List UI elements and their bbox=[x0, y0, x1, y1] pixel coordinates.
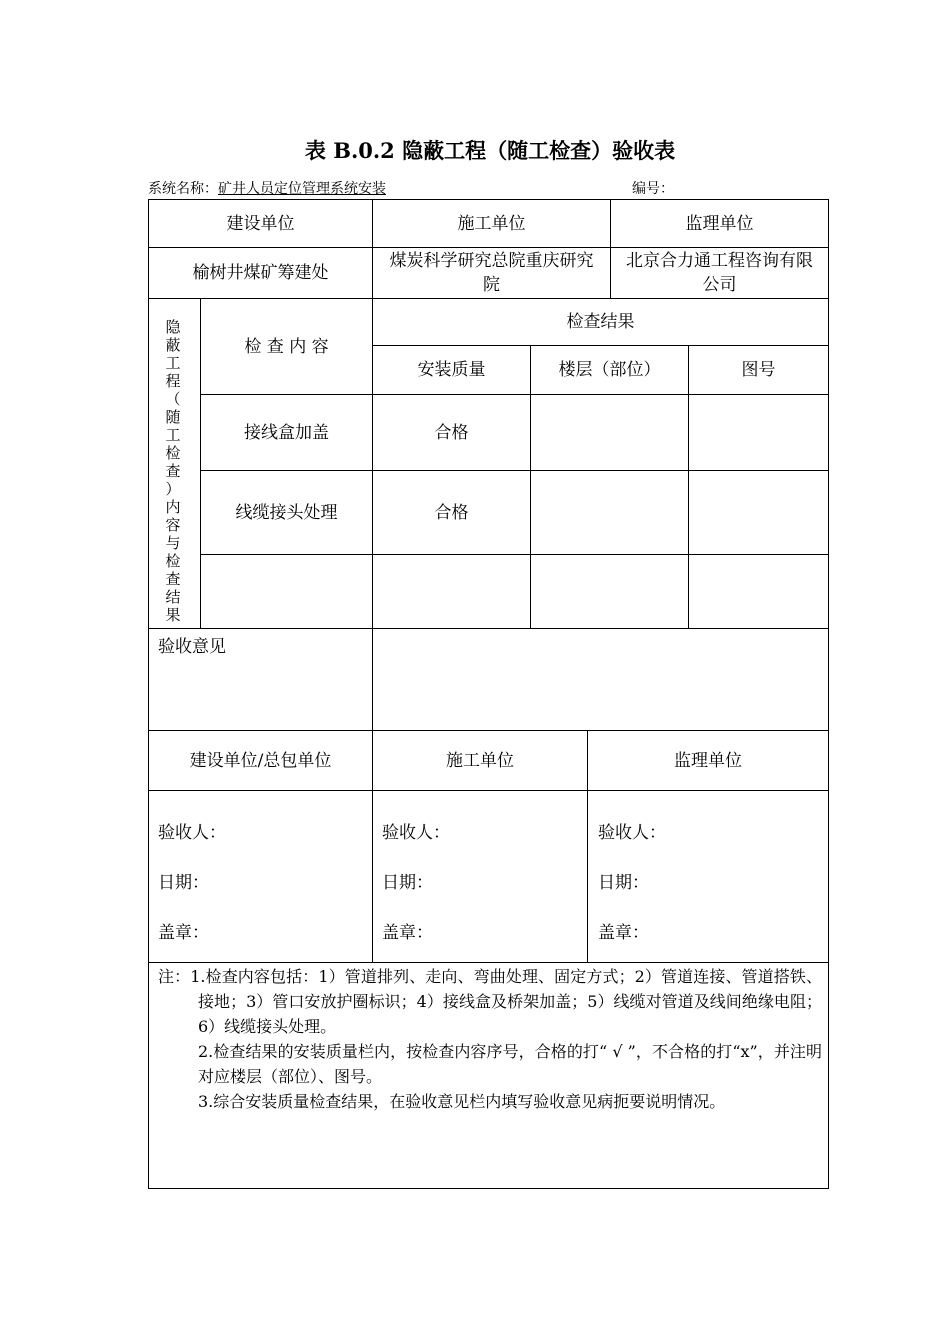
column-header-quality: 安装质量 bbox=[417, 360, 486, 380]
acceptor-field-supervisor: 验收人： bbox=[598, 823, 666, 843]
inspection-content-header: 检 查 内 容 bbox=[244, 336, 329, 357]
row-drawing bbox=[689, 555, 828, 628]
row-content: 接线盒加盖 bbox=[244, 422, 329, 443]
system-name-value: 矿井人员定位管理系统安装 bbox=[218, 181, 386, 197]
col-line bbox=[372, 628, 373, 731]
acceptor-field-construction: 验收人： bbox=[158, 823, 226, 843]
opinion-label: 验收意见 bbox=[158, 637, 226, 657]
row-floor bbox=[531, 395, 688, 470]
row-line bbox=[148, 962, 829, 963]
column-header-drawing: 图号 bbox=[741, 360, 776, 380]
sign-header-construction: 建设单位/总包单位 bbox=[189, 750, 332, 771]
row-floor bbox=[531, 555, 688, 628]
header-contractor-unit: 施工单位 bbox=[457, 213, 526, 234]
section-label-vertical: 隐 蔽 工 程 （ 随 工 检 查 ） 内 容 与 检 查 结 果 bbox=[165, 318, 181, 624]
row-quality: 合格 bbox=[434, 422, 469, 443]
note-3: 3.综合安装质量检查结果，在验收意见栏内填写验收意见病扼要说明情况。 bbox=[198, 1092, 726, 1111]
header-supervisor-unit: 监理单位 bbox=[685, 213, 754, 234]
border-left bbox=[148, 199, 149, 1189]
note-1: 注：1.检查内容包括：1）管道排列、走向、弯曲处理、固定方式；2）管道连接、管道搭铁、接地；3）管口安放护圈标识；4）接线盒及桥架加盖；5）线缆对管道及线间绝缘电阻；6）线缆接头处理。 bbox=[158, 967, 822, 1036]
row-line bbox=[148, 628, 829, 629]
value-contractor-unit: 煤炭科学研究总院重庆研究院 bbox=[389, 251, 594, 295]
value-construction-unit: 榆树井煤矿筹建处 bbox=[192, 263, 329, 283]
sign-header-supervisor: 监理单位 bbox=[674, 750, 742, 771]
row-quality: 合格 bbox=[434, 502, 469, 523]
number-label: 编号： bbox=[632, 181, 674, 197]
system-name-label: 系统名称： bbox=[148, 181, 218, 197]
seal-field-construction: 盖章： bbox=[158, 923, 209, 943]
row-line bbox=[148, 790, 829, 791]
notes-section bbox=[158, 964, 822, 1114]
document-title: 表 B.0.2 隐蔽工程（随工检查）验收表 bbox=[304, 138, 676, 163]
row-content: 线缆接头处理 bbox=[235, 502, 338, 523]
row-drawing bbox=[689, 395, 828, 470]
system-name bbox=[148, 178, 386, 198]
note-2: 2.检查结果的安装质量栏内，按检查内容序号，合格的打“ √ ”，不合格的打“x”，并注明对应楼层（部位）、图号。 bbox=[198, 1042, 822, 1086]
row-content bbox=[201, 555, 372, 628]
border-right bbox=[828, 199, 829, 1189]
date-field-construction: 日期： bbox=[158, 873, 209, 893]
seal-field-contractor: 盖章： bbox=[382, 923, 433, 943]
inspection-result-header: 检查结果 bbox=[566, 312, 635, 332]
sign-header-contractor: 施工单位 bbox=[446, 750, 514, 771]
header-construction-unit: 建设单位 bbox=[226, 213, 295, 234]
border-bottom bbox=[148, 1188, 829, 1189]
acceptor-field-contractor: 验收人： bbox=[382, 823, 450, 843]
row-floor bbox=[531, 471, 688, 554]
date-field-supervisor: 日期： bbox=[598, 873, 649, 893]
column-header-floor: 楼层（部位） bbox=[558, 360, 661, 380]
value-supervisor-unit: 北京合力通工程咨询有限公司 bbox=[626, 251, 813, 295]
row-drawing bbox=[689, 471, 828, 554]
date-field-contractor: 日期： bbox=[382, 873, 433, 893]
seal-field-supervisor: 盖章： bbox=[598, 923, 649, 943]
row-quality bbox=[373, 555, 530, 628]
